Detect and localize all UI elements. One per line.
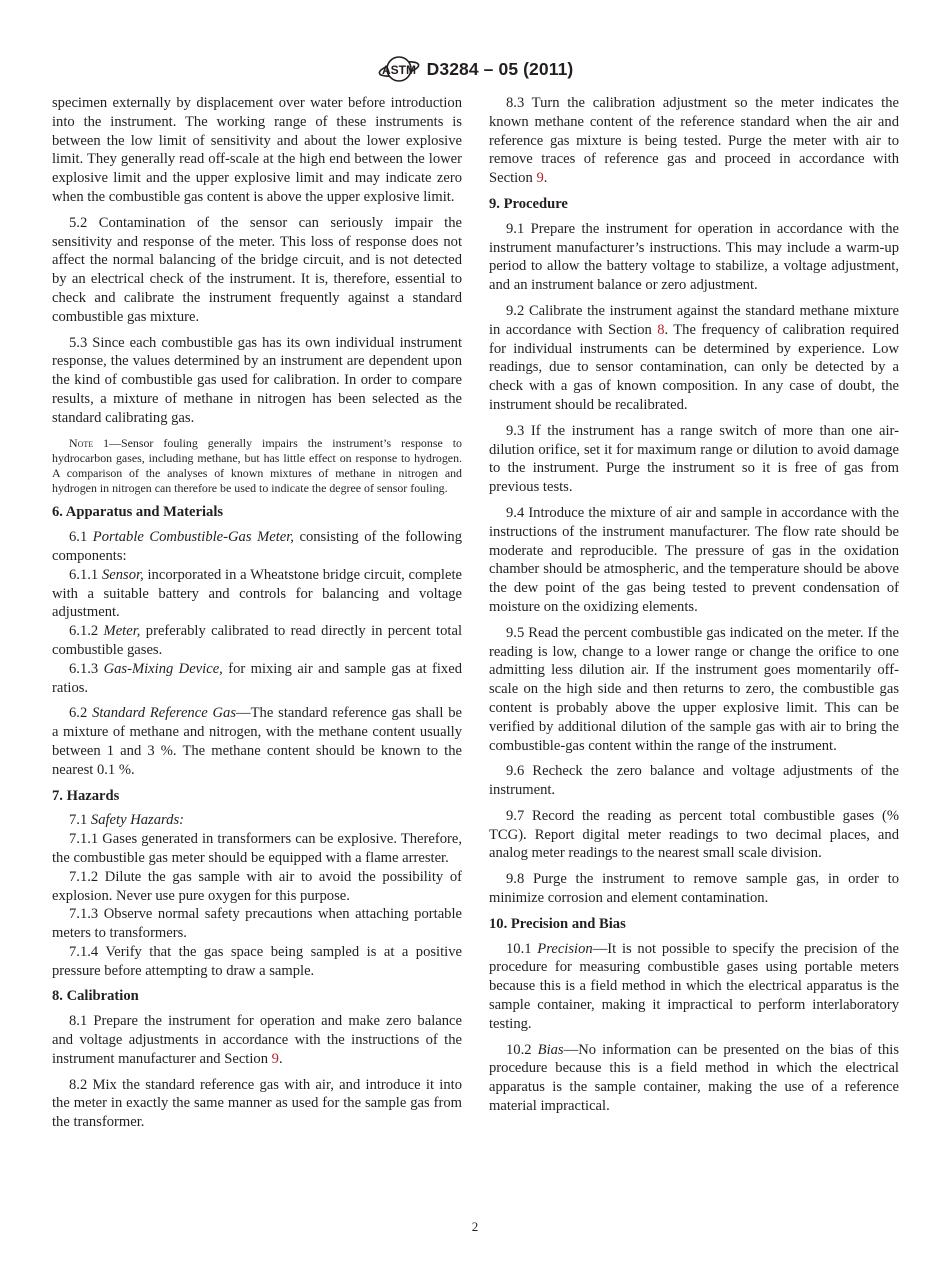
para-number: 10.2 (506, 1041, 538, 1058)
paragraph-5-1-continued: specimen externally by displacement over water before introduction into the instrument. The working range of these instruments is between the low limit of sensitivity and about the lower explosive limit. They generally read off-scale at the high end between the lower explosive limit and the upper explosive limit and may indicate zero when the combustible gas content is above the upper explosive limit. (52, 95, 462, 205)
term: Portable Combustible-Gas Meter, (92, 529, 294, 546)
right-column (489, 94, 899, 1116)
paragraph-6-1 (52, 528, 462, 566)
paragraph-10-1 (489, 940, 899, 1034)
term: Bias (537, 1041, 564, 1058)
para-number: 6.1.3 (69, 660, 104, 677)
paragraph-9-1: 9.1 Prepare the instrument for operation in accordance with the instrument manufacturer’s instructions. This may include a warm-up period to allow the battery voltage to stabilize, a voltage adjustment, and an instrument balance or zero adjustment. (489, 220, 899, 294)
note-1 (52, 436, 462, 497)
section-10-heading: 10. Precision and Bias (489, 915, 626, 932)
para-end: . (543, 170, 548, 187)
para-text: 8.1 Prepare the instrument for operation and make zero balance and voltage adjustments in accordance with the instructions of the instrument manufacturer and Section (52, 1013, 462, 1067)
para-text: —No information can be presented on the bias of this procedure because this is a field method in which the electrical apparatus is the sample container, making the use of a reference material impractical. (489, 1041, 900, 1115)
document-designation: D3284 – 05 (2011) (426, 58, 574, 79)
para-text: 8.3 Turn the calibration adjustment so the meter indicates the known methane content of the reference standard when the air and reference gas mixture is being tested. Purge the meter with air to remove traces of reference gas and proceed in accordance with Section (489, 95, 899, 187)
paragraph-9-6: 9.6 Recheck the zero balance and voltage adjustments of the instrument. (489, 763, 899, 799)
paragraph-7-1-1: 7.1.1 Gases generated in transformers can be explosive. Therefore, the combustible gas meter should be equipped with a flame arrester. (52, 831, 462, 866)
svg-text:ASTM: ASTM (381, 63, 416, 77)
page-header (0, 52, 950, 86)
para-number: 7.1 (69, 812, 91, 829)
paragraph-9-2 (489, 302, 899, 415)
left-column (52, 94, 462, 1132)
section-8-heading: 8. Calibration (52, 988, 139, 1005)
section-7-heading: 7. Hazards (52, 787, 120, 804)
paragraph-5-2: 5.2 Contamination of the sensor can seriously impair the sensitivity and response of the meter. This loss of response does not affect the normal balancing of the bridge circuit, and is not detected by an electrical check of the instrument. It is, therefore, essential to check and calibrate the instrument frequently against a standard combustible gas mixture. (52, 214, 462, 325)
para-text: for mixing air and sample gas at fixed ratios. (52, 660, 463, 696)
note-text: —Sensor fouling generally impairs the instrument’s response to hydrocarbon gases, including methane, but has little effect on response to hydrogen. A comparison of the analyses of known mixtures of methane in nitrogen and hydrogen in nitrogen can therefore be used to indicate the degree of sensor fouling. (52, 435, 462, 496)
term: Meter, (103, 623, 141, 640)
para-text: incorporated in a Wheatstone bridge circuit, complete with a suitable battery and controls for balancing and voltage adjustment. (52, 566, 462, 621)
page-number: 2 (471, 1219, 479, 1234)
paragraph-6-1-1 (52, 566, 462, 622)
paragraph-6-1-2 (52, 622, 462, 660)
para-text: consisting of the following components: (52, 529, 462, 564)
term: Sensor, (101, 566, 144, 583)
note-label: Note 1 (69, 435, 110, 450)
para-number: 6.2 (69, 705, 93, 722)
paragraph-9-8: 9.8 Purge the instrument to remove sample gas, in order to minimize corrosion and element contamination. (489, 871, 899, 907)
term: Standard Reference Gas (92, 705, 237, 722)
paragraph-7-1 (52, 811, 462, 830)
section-9-heading: 9. Procedure (489, 195, 568, 212)
paragraph-10-2 (489, 1041, 899, 1116)
paragraph-7-1-4: 7.1.4 Verify that the gas space being sampled is at a positive pressure before attempting to draw a sample. (52, 943, 462, 979)
astm-logo-icon (377, 53, 421, 85)
section-9-link[interactable]: 9 (271, 1050, 279, 1067)
paragraph-9-3: 9.3 If the instrument has a range switch of more than one air-dilution orifice, set it for maximum range or dilution to avoid damage to the instrument. Purge the instrument so it is free of gas from previous tests. (489, 422, 899, 496)
paragraph-7-1-3: 7.1.3 Observe normal safety precautions when attaching portable meters to transformers. (52, 906, 462, 942)
para-end: . (278, 1050, 283, 1067)
para-end: . The frequency of calibration required for individual instruments can be determined by experience. Low readings, due to sensor contamination, can only be detected by a check with a gas of known composition. In any case of doubt, the instrument should be recalibrated. (489, 321, 899, 413)
section-8-link[interactable]: 8 (657, 321, 665, 338)
para-text: —It is not possible to specify the precision of the procedure for measuring combustible gases using portable meters because this is a field method in which the electrical apparatus is the sample container, making it impractical to perform interlaboratory testing. (489, 940, 899, 1032)
paragraph-9-7: 9.7 Record the reading as percent total combustible gases (% TCG). Report digital meter readings to two decimal places, and analog meter readings to the nearest small scale division. (489, 807, 899, 862)
para-number: 10.1 (506, 940, 538, 957)
paragraph-9-5: 9.5 Read the percent combustible gas indicated on the meter. If the reading is low, change to a lower range or change the orifice to one admitting less dilution air. If the instrument goes momentarily off-scale on the high side and then returns to zero, the combustible gas content is probably above the upper explosive limit. This can be verified by additional dilution of the sample gas with air to bring the combustible-gas content within the range of the instrument. (489, 624, 899, 754)
term: Safety Hazards: (90, 812, 184, 829)
paragraph-6-2 (52, 704, 462, 779)
paragraph-7-1-2: 7.1.2 Dilute the gas sample with air to avoid the possibility of explosion. Never use pure oxygen for this purpose. (52, 868, 462, 904)
para-number: 6.1.1 (69, 566, 102, 583)
paragraph-8-1 (52, 1012, 462, 1068)
paragraph-5-3: 5.3 Since each combustible gas has its own individual instrument response, the values determined by an instrument are dependent upon the kind of combustible gas used for calibration. In order to compare results, a mixture of methane in nitrogen has been selected as the standard calibrating gas. (52, 334, 462, 426)
para-number: 6.1.2 (69, 623, 104, 640)
paragraph-6-1-3 (52, 660, 462, 698)
para-number: 6.1 (69, 529, 93, 546)
para-text: preferably calibrated to read directly in percent total combustible gases. (52, 623, 462, 658)
paragraph-8-3 (489, 94, 899, 188)
section-6-heading: 6. Apparatus and Materials (52, 504, 224, 521)
term: Gas-Mixing Device, (103, 660, 223, 677)
para-text: 9.2 Calibrate the instrument against the standard methane mixture in accordance with Section (489, 302, 899, 338)
paragraph-9-4: 9.4 Introduce the mixture of air and sample in accordance with the instructions of the instrument manufacturer. The flow rate should be moderate and reproducible. The pressure of gas in the oxidation chamber should be atmospheric, and the temperature should be above the dew point of the gas being tested to prevent condensation of moisture on the oxidizing elements. (489, 504, 899, 615)
paragraph-8-2: 8.2 Mix the standard reference gas with air, and introduce it into the meter in exactly the same manner as used for the sample gas from the transformer. (52, 1076, 462, 1131)
section-9-link[interactable]: 9 (536, 170, 544, 187)
para-text: —The standard reference gas shall be a mixture of methane and nitrogen, with the methane content usually between 1 and 3 %. The methane content should be known to the nearest 0.1 %. (52, 705, 462, 778)
term: Precision (537, 940, 593, 957)
